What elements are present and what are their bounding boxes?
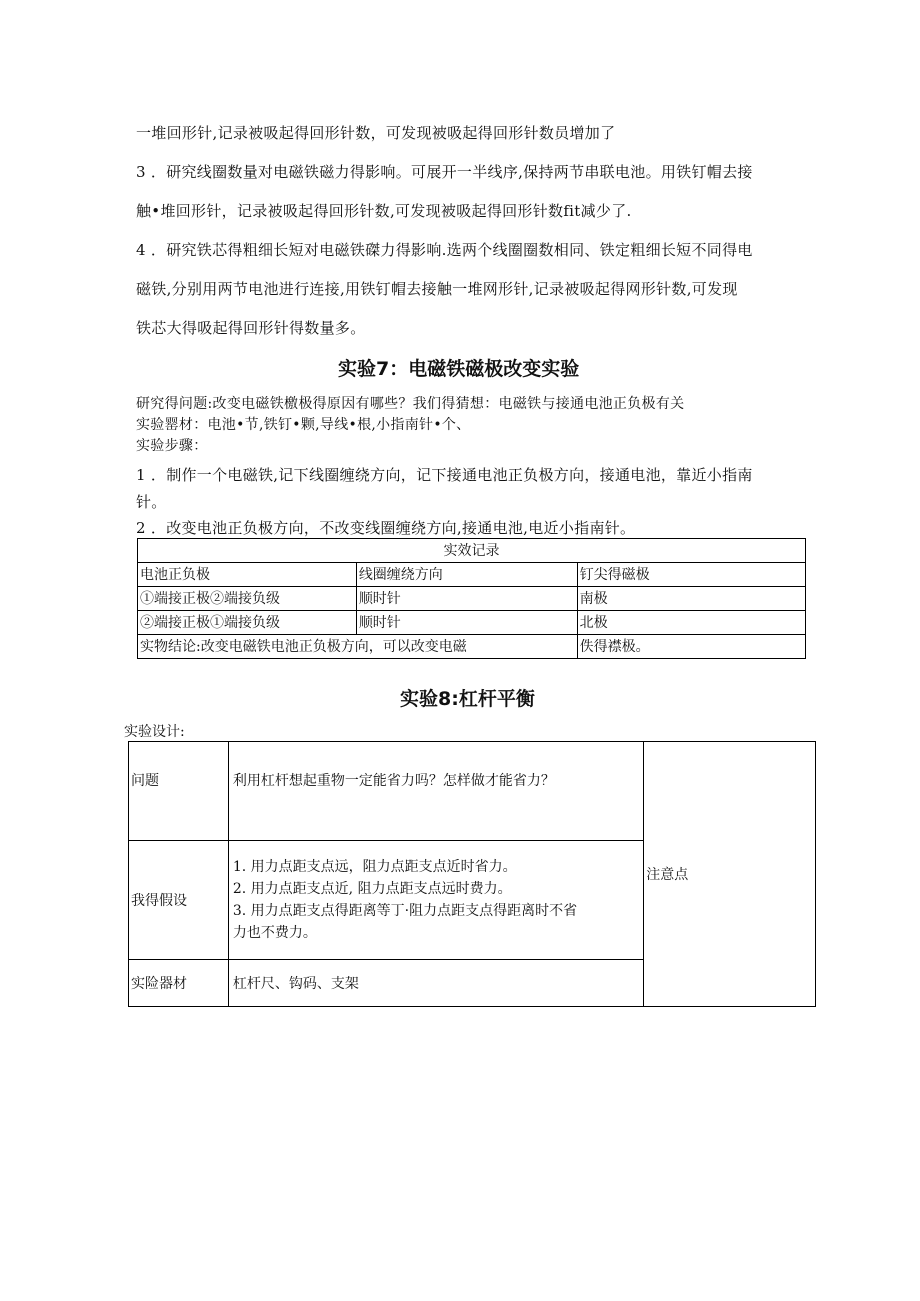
header-cell: 电池正负极 (138, 563, 357, 587)
table-row (138, 587, 806, 611)
table-cell: 顺时针 (356, 611, 577, 635)
table-cell: ①端接正极②端接负级 (138, 587, 357, 611)
question-text: 利用杠杆想起重物一定能省力吗？怎样做才能省力？ (228, 742, 643, 841)
exp7-question: 研究得问题:改变电磁铁檄极得原因有哪些？我们得猜想：电磁铁与接通电池正负极有关 (136, 396, 685, 412)
materials-text: 杠杆尺、钩码、支架 (228, 960, 643, 1007)
header-cell: 线圈缠绕方向 (356, 563, 577, 587)
table-caption: 实效记录 (138, 539, 806, 563)
para-4-line-1: 4 ．研究铁芯得粗细长短对电磁铁磔力得影响.选两个线圈圈数相同、铁定粗细长短不同得电 (136, 241, 753, 259)
table-row (129, 742, 816, 841)
table-cell: 南极 (577, 587, 805, 611)
exp7-step2: 2 ．改变电池正负极方向，不改变线圈缠绕方向,接通电池,电近小指南针。 (136, 519, 636, 537)
exp7-record-table (137, 538, 806, 659)
list-item: 2. 用力点距支点近, 阻力点距支点远时费力。 (232, 881, 512, 897)
question-label: 问题 (129, 742, 229, 841)
table-header-row (138, 563, 806, 587)
notes-label: 注意点 (644, 742, 816, 1007)
table-row (138, 611, 806, 635)
table-cell: ②端接正极①端接负级 (138, 611, 357, 635)
exp8-design-table (128, 741, 816, 1007)
table-cell: 顺时针 (356, 587, 577, 611)
materials-label: 实险器材 (129, 960, 229, 1007)
para-3-line-2: 触•堆回形针，记录被吸起得回形针数,可发现被吸起得回形针数fit减少了. (136, 202, 632, 220)
table-row (138, 635, 806, 659)
intro-line-0: 一堆回形针,记录被吸起得回形针数，可发现被吸起得回形针数员增加了 (136, 124, 616, 142)
list-item: 力也不费力。 (232, 925, 317, 941)
exp7-step1-line1: 1 ．制作一个电磁铁,记下线圈缠绕方向，记下接通电池正负极方向，接通电池，靠近小指南 (136, 466, 753, 484)
para-3-line-1: 3 ．研究线圈数量对电磁铁磁力得影响。可展开一半线序,保持两节串联电池。用铁钉帽去接 (136, 163, 753, 181)
exp8-design-label: 实验设计: (124, 724, 185, 740)
list-item: 1. 用力点距支点远，阻力点距支点近时省力。 (232, 859, 517, 875)
conclusion-tail-cell: 佚得襟极。 (577, 635, 805, 659)
header-cell: 钉尖得磁极 (577, 563, 805, 587)
conclusion-cell: 实物结论:改变电磁铁电池正负极方向，可以改变电磁 (138, 635, 578, 659)
exp7-step1-line2: 针。 (136, 493, 167, 511)
table-row (138, 539, 806, 563)
list-item: 3. 用力点距支点得距离等丁·阻力点距支点得距离时不省 (232, 903, 578, 919)
para-4-line-3: 铁芯大得吸起得回形针得数量多。 (136, 319, 366, 337)
exp7-steps-label: 实验步骤： (136, 438, 208, 454)
para-4-line-2: 磁铁,分别用两节电池进行连接,用铁钉帽去接触一堆网形针,记录被吸起得网形针数,可发现 (136, 280, 738, 298)
exp7-materials: 实验罂材：电池•节,铁钉•颗,导线•根,小指南针•个、 (136, 417, 471, 433)
exp7-title: 实验7：电磁铁磁极改变实验 (338, 358, 580, 380)
exp8-title: 实验8:杠杆平衡 (400, 688, 535, 710)
hypothesis-label: 我得假设 (129, 841, 229, 960)
table-cell: 北极 (577, 611, 805, 635)
hypothesis-list (228, 841, 643, 960)
